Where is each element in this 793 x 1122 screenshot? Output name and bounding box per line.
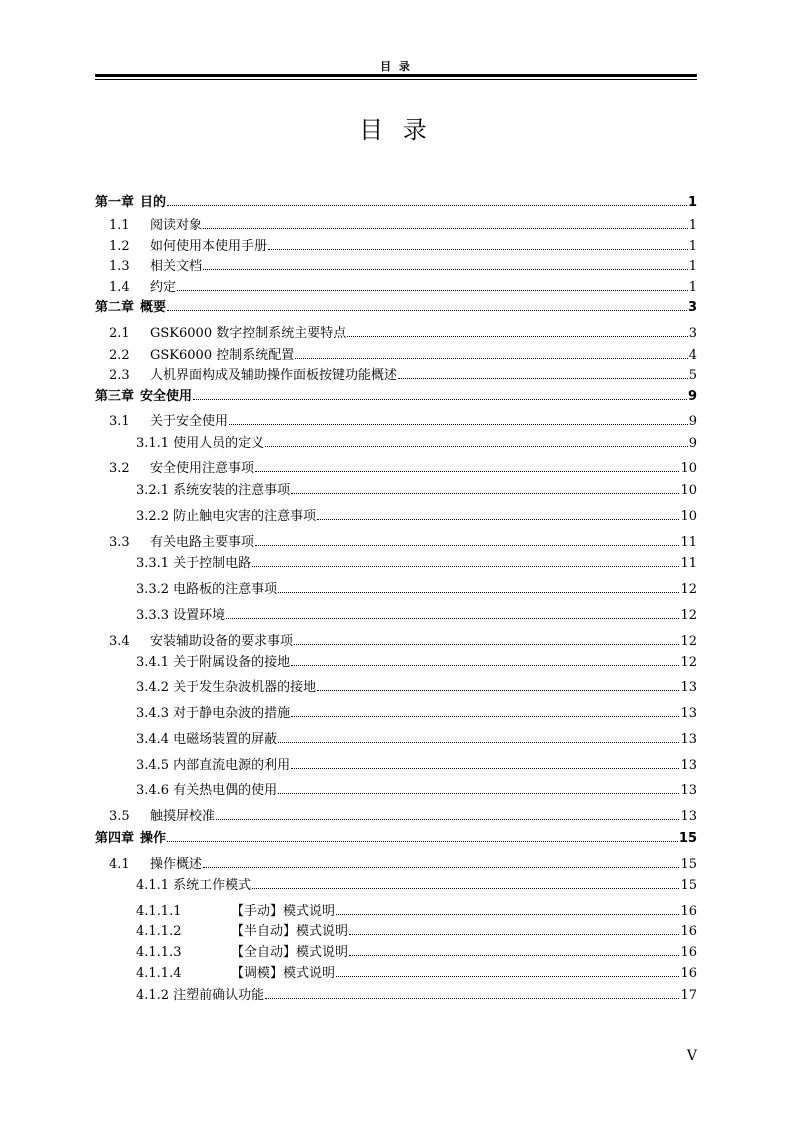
page-number: V (686, 1048, 697, 1064)
toc-entry-title: 【调模】模式说明 (231, 966, 336, 981)
toc-entry-title: 关于附属设备的接地 (173, 655, 291, 670)
toc-entry[interactable] (95, 579, 697, 597)
toc-entry[interactable] (95, 386, 697, 404)
toc-dot-leader (203, 228, 688, 229)
toc-entry-title: 约定 (150, 280, 177, 295)
toc-entry-number: 3.4.1 (136, 655, 170, 670)
toc-entry-title: 人机界面构成及辅助操作面板按键功能概述 (150, 368, 398, 383)
toc-dot-leader (193, 399, 687, 400)
toc-entry-title: 注塑前确认功能 (173, 988, 265, 1003)
toc-entry-page: 13 (680, 783, 697, 798)
toc-dot-leader (216, 819, 679, 820)
toc-entry-title: 【全自动】模式说明 (231, 945, 349, 960)
toc-entry-number: 3.4.5 (136, 758, 170, 773)
toc-dot-leader (347, 336, 687, 337)
toc-dot-leader (291, 493, 679, 494)
toc-entry-number: 1.3 (109, 259, 130, 274)
toc-dot-leader (317, 519, 679, 520)
toc-entry-number: 第三章 (95, 389, 135, 404)
toc-entry[interactable] (95, 236, 697, 254)
toc-entry-number: 1.1 (109, 218, 130, 233)
toc-entry-page: 9 (688, 436, 697, 451)
toc-entry-page: 10 (680, 483, 697, 498)
toc-dot-leader (229, 424, 688, 425)
toc-entry-page: 12 (680, 608, 697, 623)
toc-entry-title: GSK6000 控制系统配置 (150, 348, 295, 363)
toc-entry[interactable] (95, 677, 697, 695)
toc-entry[interactable] (95, 458, 697, 476)
toc-dot-leader (398, 378, 688, 379)
toc-entry-page: 4 (688, 348, 697, 363)
toc-entry[interactable] (95, 828, 697, 846)
toc-entry-page: 15 (678, 831, 697, 846)
toc-dot-leader (167, 205, 687, 206)
toc-dot-leader (255, 471, 679, 472)
toc-entry-title: 有关电路主要事项 (150, 535, 255, 550)
toc-entry-title: 阅读对象 (150, 218, 203, 233)
toc-entry[interactable] (95, 345, 697, 363)
toc-entry-page: 1 (688, 259, 697, 274)
toc-dot-leader (349, 955, 679, 956)
toc-entry-title: 设置环境 (173, 608, 226, 623)
toc-entry[interactable] (95, 942, 697, 960)
toc-entry-number: 3.1 (109, 414, 130, 429)
toc-entry-number: 4.1 (109, 857, 130, 872)
toc-dot-leader (265, 446, 688, 447)
toc-entry-title: GSK6000 数字控制系统主要特点 (150, 326, 347, 341)
toc-entry-title: 目的 (140, 195, 167, 210)
toc-entry-title: 系统工作模式 (173, 878, 252, 893)
toc-entry-page: 13 (680, 758, 697, 773)
toc-entry-title: 安全使用注意事项 (150, 461, 255, 476)
toc-entry[interactable] (95, 985, 697, 1003)
toc-entry-number: 2.3 (109, 368, 130, 383)
toc-entry-number: 3.2.2 (136, 509, 170, 524)
toc-entry-number: 2.2 (109, 348, 130, 363)
toc-entry[interactable] (95, 553, 697, 571)
toc-dot-leader (336, 914, 679, 915)
toc-dot-leader (252, 888, 679, 889)
toc-entry-number: 3.3.3 (136, 608, 170, 623)
toc-entry[interactable] (95, 729, 697, 747)
toc-entry-title: 相关文档 (150, 259, 203, 274)
toc-entry-page: 13 (680, 680, 697, 695)
toc-entry-page: 16 (680, 966, 697, 981)
toc-entry[interactable] (95, 780, 697, 798)
toc-entry-title: 防止触电灾害的注意事项 (173, 509, 317, 524)
toc-entry-title: 关于发生杂波机器的接地 (173, 680, 317, 695)
toc-entry-page: 16 (680, 904, 697, 919)
toc-entry-page: 13 (680, 732, 697, 747)
toc-entry-page: 12 (680, 655, 697, 670)
toc-entry-number: 3.3 (109, 535, 130, 550)
toc-entry-title: 概要 (140, 300, 167, 315)
toc-entry-title: 操作 (140, 831, 167, 846)
toc-entry-page: 16 (680, 924, 697, 939)
toc-entry-number: 4.1.1.1 (136, 904, 182, 919)
toc-entry[interactable] (95, 963, 697, 981)
toc-dot-leader (177, 290, 688, 291)
toc-entry[interactable] (95, 652, 697, 670)
toc-entry[interactable] (95, 703, 697, 721)
toc-dot-leader (349, 934, 679, 935)
toc-entry[interactable] (95, 901, 697, 919)
toc-entry-number: 3.4.2 (136, 680, 170, 695)
toc-entry[interactable] (95, 215, 697, 233)
toc-entry[interactable] (95, 806, 697, 824)
toc-entry[interactable] (95, 755, 697, 773)
toc-entry-page: 12 (680, 634, 697, 649)
toc-entry-number: 第四章 (95, 831, 135, 846)
toc-entry-title: 电路板的注意事项 (173, 582, 278, 597)
toc-entry-page: 3 (687, 300, 697, 315)
toc-dot-leader (291, 768, 679, 769)
toc-dot-leader (167, 310, 687, 311)
header-rule-thin (95, 79, 697, 80)
toc-entry-page: 12 (680, 582, 697, 597)
toc-entry-page: 10 (680, 509, 697, 524)
toc-entry-number: 3.2.1 (136, 483, 170, 498)
toc-dot-leader (255, 545, 679, 546)
toc-entry-title: 安装辅助设备的要求事项 (150, 634, 294, 649)
page-title: 目 录 (359, 116, 433, 144)
running-header: 目 录 (380, 60, 412, 73)
toc-entry-title: 内部直流电源的利用 (173, 758, 291, 773)
toc-dot-leader (167, 841, 678, 842)
toc-dot-leader (278, 742, 679, 743)
toc-entry-title: 对于静电杂波的措施 (173, 706, 291, 721)
toc-entry-title: 系统安装的注意事项 (173, 483, 291, 498)
toc-entry[interactable] (95, 532, 697, 550)
toc-entry[interactable] (95, 297, 697, 315)
toc-entry[interactable] (95, 192, 697, 210)
toc-entry-number: 4.1.1.3 (136, 945, 182, 960)
toc-entry-page: 3 (688, 326, 697, 341)
toc-entry-number: 3.1.1 (136, 436, 170, 451)
toc-dot-leader (294, 644, 679, 645)
toc-entry-page: 10 (680, 461, 697, 476)
toc-entry-page: 11 (680, 556, 697, 571)
toc-entry-title: 触摸屏校准 (150, 809, 216, 824)
toc-entry-number: 3.2 (109, 461, 130, 476)
toc-entry-number: 1.2 (109, 239, 130, 254)
toc-entry-title: 关于安全使用 (150, 414, 229, 429)
toc-entry-page: 9 (687, 389, 697, 404)
toc-entry-number: 第一章 (95, 195, 135, 210)
toc-entry[interactable] (95, 854, 697, 872)
toc-entry-page: 9 (688, 414, 697, 429)
toc-entry[interactable] (95, 921, 697, 939)
toc-dot-leader (252, 566, 679, 567)
toc-entry-title: 【手动】模式说明 (231, 904, 336, 919)
toc-dot-leader (278, 592, 679, 593)
toc-dot-leader (336, 976, 679, 977)
toc-entry[interactable] (95, 875, 697, 893)
toc-entry[interactable] (95, 605, 697, 623)
toc-dot-leader (295, 358, 687, 359)
toc-entry[interactable] (95, 631, 697, 649)
toc-entry-number: 第二章 (95, 300, 135, 315)
toc-dot-leader (268, 249, 688, 250)
toc-entry-number: 1.4 (109, 280, 130, 295)
toc-entry-page: 11 (680, 535, 697, 550)
toc-entry[interactable] (95, 323, 697, 341)
toc-dot-leader (317, 690, 679, 691)
toc-entry-title: 关于控制电路 (173, 556, 252, 571)
toc-entry-page: 5 (688, 368, 697, 383)
toc-entry-page: 15 (680, 857, 697, 872)
toc-entry-number: 3.4.4 (136, 732, 170, 747)
toc-entry-number: 2.1 (109, 326, 130, 341)
toc-entry-title: 【半自动】模式说明 (231, 924, 349, 939)
toc-entry-title: 如何使用本使用手册 (150, 239, 268, 254)
toc-entry-page: 16 (680, 945, 697, 960)
toc-entry-page: 1 (688, 239, 697, 254)
toc-entry[interactable] (95, 277, 697, 295)
header-rule-thick (95, 74, 697, 77)
toc-entry[interactable] (95, 256, 697, 274)
toc-entry-number: 4.1.1.4 (136, 966, 182, 981)
toc-entry-number: 3.4 (109, 634, 130, 649)
toc-entry-number: 3.4.6 (136, 783, 170, 798)
toc-entry[interactable] (95, 480, 697, 498)
toc-dot-leader (291, 716, 679, 717)
toc-entry-number: 3.3.1 (136, 556, 170, 571)
toc-entry-title: 有关热电偶的使用 (173, 783, 278, 798)
toc-entry[interactable] (95, 411, 697, 429)
toc-entry[interactable] (95, 433, 697, 451)
toc-entry-page: 1 (688, 218, 697, 233)
toc-entry-page: 13 (680, 706, 697, 721)
toc-dot-leader (203, 269, 688, 270)
toc-dot-leader (203, 867, 679, 868)
toc-entry[interactable] (95, 365, 697, 383)
toc-dot-leader (291, 665, 679, 666)
toc-entry-title: 电磁场装置的屏蔽 (173, 732, 278, 747)
toc-entry-number: 4.1.2 (136, 988, 170, 1003)
toc-entry-page: 17 (680, 988, 697, 1003)
toc-entry-title: 使用人员的定义 (173, 436, 265, 451)
toc-dot-leader (265, 998, 679, 999)
toc-dot-leader (226, 618, 679, 619)
toc-entry-title: 操作概述 (150, 857, 203, 872)
toc-entry[interactable] (95, 506, 697, 524)
toc-dot-leader (278, 793, 679, 794)
toc-entry-title: 安全使用 (140, 389, 193, 404)
toc-entry-page: 15 (680, 878, 697, 893)
toc-entry-number: 4.1.1.2 (136, 924, 182, 939)
toc-entry-number: 3.4.3 (136, 706, 170, 721)
toc-entry-page: 13 (680, 809, 697, 824)
toc-entry-page: 1 (688, 280, 697, 295)
toc-entry-page: 1 (687, 195, 697, 210)
toc-entry-number: 3.3.2 (136, 582, 170, 597)
toc-entry-number: 3.5 (109, 809, 130, 824)
toc-entry-number: 4.1.1 (136, 878, 170, 893)
